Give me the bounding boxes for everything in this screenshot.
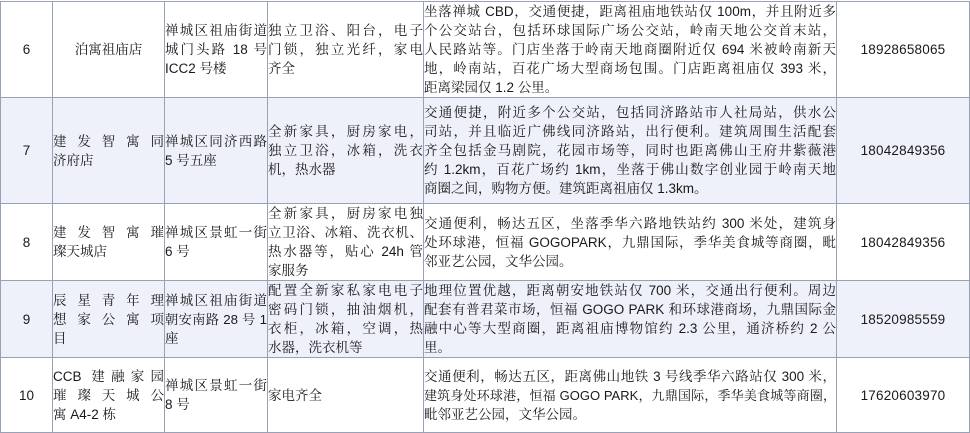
- facilities-line: 全新家具，厨房家电，: [268, 124, 423, 139]
- description-cell: [424, 358, 837, 433]
- name-line: 目: [53, 330, 67, 346]
- address-cell: [165, 2, 268, 98]
- description-line: 融中心等大型商圈，距离祖庙博物馆约 2.3 公里，通济桥约 2 公: [424, 321, 836, 336]
- row-number: 8: [1, 204, 53, 281]
- name-line: 寓 A4-2 栋: [53, 406, 117, 422]
- table-row: [1, 2, 970, 98]
- address-line: 城门头路 18 号: [165, 42, 267, 57]
- description-line: 里。: [424, 340, 451, 355]
- description-line: 距离梁园仅 1.2 公里。: [424, 80, 559, 95]
- facilities-cell: [268, 98, 424, 204]
- description-line: 处环球港，恒福 GOGOPARK，九鼎国际，季华美食城等商圈，毗: [424, 234, 836, 250]
- facilities-line: 热水器等，贴心 24h 管: [268, 244, 423, 259]
- phone-number: 17620603970: [837, 358, 970, 433]
- table-row: [1, 281, 970, 358]
- name-cell: [53, 2, 165, 98]
- facilities-line: 机，热水器: [268, 162, 336, 177]
- description-line: 司站，并且临近广佛线同济路站，出行便利。建筑周围生活配套: [424, 124, 836, 139]
- address-line: 朝安南路 28 号 1: [165, 311, 267, 327]
- phone-number: 18928658065: [837, 2, 970, 98]
- description-cell: [424, 204, 837, 281]
- row-number: 7: [1, 98, 53, 204]
- facilities-line: 齐全: [268, 61, 295, 76]
- name-line: 建发智寓璀: [53, 225, 164, 240]
- facilities-cell: [268, 2, 424, 98]
- description-line: 人民路站等。门店坐落于岭南天地商圈附近仅 694 米被岭南新天: [424, 42, 836, 57]
- address-line: 5 号五座: [165, 152, 217, 168]
- name-line: 辰星青年理: [53, 292, 164, 308]
- name-cell: [53, 358, 165, 433]
- description-cell: [424, 2, 837, 98]
- facilities-line: 全新家具，厨房家电独: [268, 206, 423, 221]
- address-cell: [165, 204, 268, 281]
- table-row: [1, 204, 970, 281]
- address-line: 禅城区景虹一街: [165, 378, 267, 393]
- name-line: 建发智寓同: [53, 133, 164, 149]
- description-line: 个公交站台，包括环球国际广场公交站，岭南天地公交首末站，: [424, 23, 836, 38]
- description-line: 毗邻亚艺公园，文华公园。: [424, 406, 586, 422]
- description-line: 建筑身处环球港，恒福 GOGO PARK，九鼎国际，季华美食城等商圈，: [424, 387, 836, 403]
- facilities-cell: [268, 281, 424, 358]
- address-cell: [165, 281, 268, 358]
- address-line: 禅城区祖庙街道: [165, 292, 267, 308]
- address-line: ICC2 号楼: [165, 61, 227, 76]
- description-cell: [424, 98, 837, 204]
- description-line: 交通便利，畅达五区，坐落季华六路地铁站约 300 米处，建筑身: [424, 215, 836, 231]
- name-line: 泊寓祖庙店: [74, 42, 143, 57]
- facilities-line: 衣柜，冰箱，空调，热: [268, 321, 423, 336]
- name-cell: [53, 204, 165, 281]
- facilities-line: 立卫浴、冰箱、洗衣机、: [268, 225, 423, 240]
- address-line: 座: [165, 330, 179, 346]
- name-line: 想家公寓项: [53, 311, 164, 327]
- facilities-cell: [268, 204, 424, 281]
- name-line: CCB 建融家园: [53, 368, 164, 384]
- facilities-line: 水器，洗衣机等: [268, 340, 363, 355]
- name-cell: [53, 98, 165, 204]
- description-cell: [424, 281, 837, 358]
- description-line: 商圈之间，购物方便。建筑距离祖庙仅 1.3km。: [424, 181, 708, 196]
- row-number: 10: [1, 358, 53, 433]
- facilities-cell: [268, 358, 424, 433]
- description-line: 约 1.2km，百花广场约 1km，坐落于佛山数字创业园于岭南天地: [424, 162, 836, 177]
- address-line: 6 号: [165, 244, 190, 259]
- facilities-line: 家服务: [268, 263, 309, 278]
- facilities-line: 密码门锁，抽油烟机，: [268, 302, 423, 317]
- phone-number: 18520985559: [837, 281, 970, 358]
- description-line: 齐全包括金马剧院，花园市场等，同时也距离佛山王府井紫薇港: [424, 143, 836, 158]
- facilities-line: 家电齐全: [268, 387, 322, 403]
- facilities-line: 门锁，独立光纤，家电: [268, 42, 423, 57]
- table-row: [1, 358, 970, 433]
- name-line: 璀璨天城公: [53, 387, 164, 403]
- row-number: 9: [1, 281, 53, 358]
- address-line: 8 号: [165, 397, 190, 412]
- row-number: 6: [1, 2, 53, 98]
- description-line: 地理位置优越，距离朝安地铁站仅 700 米，交通出行便利。周边: [424, 283, 836, 298]
- description-line: 邻亚艺公园，文华公园。: [424, 253, 573, 269]
- address-line: 禅城区景虹一街: [165, 225, 267, 240]
- table-body: [1, 2, 970, 433]
- address-line: 禅城区同济西路: [165, 133, 267, 149]
- description-line: 地，岭南站，百花广场大型商场包围。门店距离祖庙仅 393 米，: [424, 61, 836, 76]
- description-line: 交通便捷，附近多个公交站，包括同济路站市人社局站，供水公: [424, 105, 836, 120]
- name-line: 济府店: [53, 152, 94, 168]
- apartment-listing-table: [0, 1, 970, 433]
- name-cell: [53, 281, 165, 358]
- address-cell: [165, 358, 268, 433]
- address-cell: [165, 98, 268, 204]
- facilities-line: 独立卫浴，冰箱，洗衣: [268, 143, 423, 158]
- name-line: 璨天城店: [53, 244, 107, 259]
- facilities-line: 独立卫浴、阳台，电子: [268, 23, 423, 38]
- table-row: [1, 98, 970, 204]
- phone-number: 18042849356: [837, 98, 970, 204]
- description-line: 坐落禅城 CBD，交通便捷，距离祖庙地铁站仅 100m，并且附近多: [424, 4, 836, 19]
- description-line: 配套有普君菜市场，恒福 GOGO PARK 和环球港商场，九鼎国际金: [424, 302, 836, 317]
- address-line: 禅城区祖庙街道: [165, 23, 267, 38]
- phone-number: 18042849356: [837, 204, 970, 281]
- description-line: 交通便利，畅达五区，距离佛山地铁 3 号线季华六路站仅 300 米，: [424, 368, 836, 384]
- facilities-line: 配置全新家私家电电子: [268, 283, 423, 298]
